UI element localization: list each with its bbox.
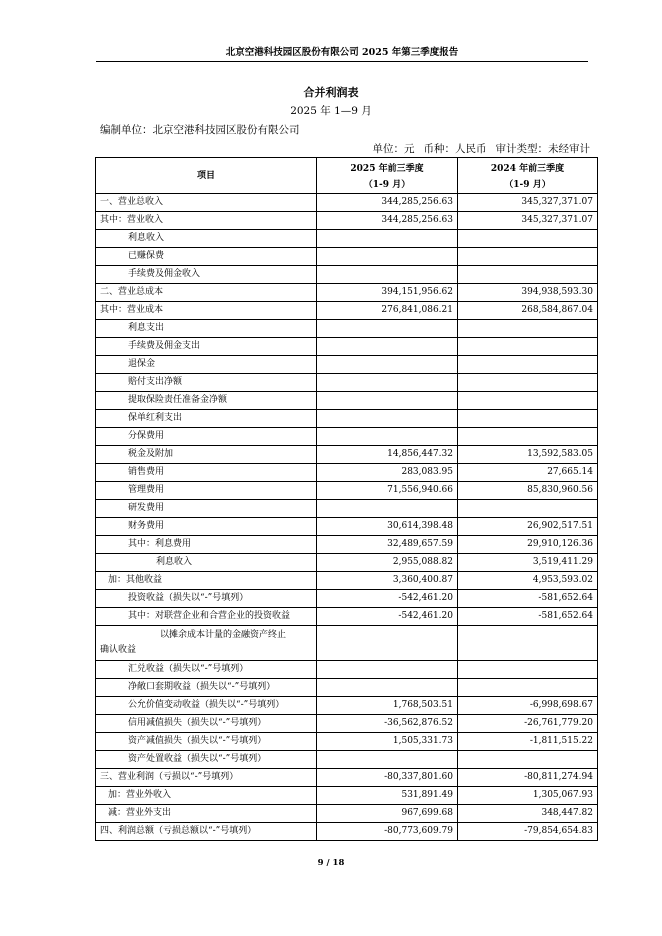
value-2025 xyxy=(317,248,458,266)
row-label: 利息收入 xyxy=(96,230,317,248)
value-2024 xyxy=(458,230,598,248)
row-label: 税金及附加 xyxy=(96,446,317,464)
col-header-2024-line1: 2024 年前三季度 xyxy=(490,163,565,174)
value-2025: 14,856,447.32 xyxy=(317,446,458,464)
table-row xyxy=(96,212,598,230)
table-row xyxy=(96,320,598,338)
page-number: 9 / 18 xyxy=(317,858,345,868)
value-2024: -80,811,274.94 xyxy=(458,769,598,787)
value-2024: -581,652.64 xyxy=(458,608,598,626)
income-statement-table xyxy=(95,157,598,841)
value-2025 xyxy=(317,374,458,392)
value-2025: 71,556,940.66 xyxy=(317,482,458,500)
statement-title: 合并利润表 xyxy=(303,86,359,99)
table-row xyxy=(96,338,598,356)
table-row xyxy=(96,464,598,482)
value-2025: -542,461.20 xyxy=(317,590,458,608)
table-row xyxy=(96,266,598,284)
value-2024 xyxy=(458,320,598,338)
value-2024: -79,854,654.83 xyxy=(458,823,598,841)
value-2024 xyxy=(458,661,598,679)
value-2025: -36,562,876.52 xyxy=(317,715,458,733)
value-2024: 348,447.82 xyxy=(458,805,598,823)
value-2025 xyxy=(317,266,458,284)
table-row xyxy=(96,392,598,410)
table-row xyxy=(96,500,598,518)
table-row xyxy=(96,536,598,554)
currency-label: 币种：人民币 xyxy=(423,143,487,155)
row-label: 信用减值损失（损失以“-”号填列） xyxy=(96,715,317,733)
value-2024: 394,938,593.30 xyxy=(458,284,598,302)
table-row xyxy=(96,518,598,536)
row-label: 三、营业利润（亏损以“-”号填列） xyxy=(96,769,317,787)
row-label xyxy=(96,626,317,661)
row-label: 已赚保费 xyxy=(96,248,317,266)
row-label: 其中：营业收入 xyxy=(96,212,317,230)
col-header-item: 项目 xyxy=(96,158,317,194)
table-row xyxy=(96,356,598,374)
value-2025: -80,773,609.79 xyxy=(317,823,458,841)
table-row xyxy=(96,787,598,805)
value-2025 xyxy=(317,679,458,697)
value-2024: 268,584,867.04 xyxy=(458,302,598,320)
row-label: 净敞口套期收益（损失以“-”号填列） xyxy=(96,679,317,697)
statement-period: 2025 年 1—9 月 xyxy=(290,105,372,117)
value-2024 xyxy=(458,410,598,428)
table-header-row xyxy=(96,158,598,194)
page-header: 北京空港科技园区股份有限公司 2025 年第三季度报告 xyxy=(225,47,459,58)
table-row xyxy=(96,410,598,428)
row-label: 退保金 xyxy=(96,356,317,374)
value-2024 xyxy=(458,374,598,392)
row-label: 管理费用 xyxy=(96,482,317,500)
row-label: 财务费用 xyxy=(96,518,317,536)
value-2024 xyxy=(458,626,598,661)
row-label: 手续费及佣金支出 xyxy=(96,338,317,356)
row-label-line1: 以摊余成本计量的金融资产终止 xyxy=(160,630,287,640)
value-2024: 345,327,371.07 xyxy=(458,194,598,212)
value-2025 xyxy=(317,320,458,338)
value-2025 xyxy=(317,428,458,446)
value-2025: 32,489,657.59 xyxy=(317,536,458,554)
value-2024: 13,592,583.05 xyxy=(458,446,598,464)
value-2025: 344,285,256.63 xyxy=(317,194,458,212)
table-row xyxy=(96,661,598,679)
value-2024 xyxy=(458,248,598,266)
compiler-line: 编制单位：北京空港科技园区股份有限公司 xyxy=(100,124,300,136)
row-label: 销售费用 xyxy=(96,464,317,482)
row-label: 二、营业总成本 xyxy=(96,284,317,302)
table-row xyxy=(96,751,598,769)
table-row xyxy=(96,284,598,302)
table-row xyxy=(96,590,598,608)
col-header-2024-line2: （1-9 月） xyxy=(504,179,551,190)
value-2025: -542,461.20 xyxy=(317,608,458,626)
table-row xyxy=(96,769,598,787)
value-2024: 4,953,593.02 xyxy=(458,572,598,590)
row-label: 四、利润总额（亏损总额以“-”号填列） xyxy=(96,823,317,841)
audit-label: 审计类型：未经审计 xyxy=(495,143,590,155)
value-2025: 1,768,503.51 xyxy=(317,697,458,715)
row-label: 投资收益（损失以“-”号填列） xyxy=(96,590,317,608)
value-2025: -80,337,801.60 xyxy=(317,769,458,787)
value-2024: -26,761,779.20 xyxy=(458,715,598,733)
value-2024: -1,811,515.22 xyxy=(458,733,598,751)
table-row xyxy=(96,733,598,751)
value-2024: -6,998,698.67 xyxy=(458,697,598,715)
table-row xyxy=(96,230,598,248)
row-label: 赔付支出净额 xyxy=(96,374,317,392)
value-2025: 3,360,400.87 xyxy=(317,572,458,590)
value-2024: 1,305,067.93 xyxy=(458,787,598,805)
value-2025 xyxy=(317,230,458,248)
value-2024 xyxy=(458,428,598,446)
table-row xyxy=(96,446,598,464)
table-row xyxy=(96,572,598,590)
value-2025: 967,699.68 xyxy=(317,805,458,823)
value-2024: 26,902,517.51 xyxy=(458,518,598,536)
table-row xyxy=(96,697,598,715)
row-label: 保单红利支出 xyxy=(96,410,317,428)
table-row xyxy=(96,679,598,697)
table-row xyxy=(96,248,598,266)
row-label: 提取保险责任准备金净额 xyxy=(96,392,317,410)
value-2025 xyxy=(317,356,458,374)
value-2024: 3,519,411.29 xyxy=(458,554,598,572)
value-2025 xyxy=(317,410,458,428)
value-2024: 85,830,960.56 xyxy=(458,482,598,500)
value-2025: 283,083.95 xyxy=(317,464,458,482)
table-row xyxy=(96,554,598,572)
table-row xyxy=(96,428,598,446)
row-label: 手续费及佣金收入 xyxy=(96,266,317,284)
value-2024: 27,665.14 xyxy=(458,464,598,482)
value-2024 xyxy=(458,392,598,410)
row-label: 资产减值损失（损失以“-”号填列） xyxy=(96,733,317,751)
value-2025: 344,285,256.63 xyxy=(317,212,458,230)
value-2025: 1,505,331.73 xyxy=(317,733,458,751)
row-label: 利息收入 xyxy=(96,554,317,572)
value-2024 xyxy=(458,338,598,356)
value-2024 xyxy=(458,356,598,374)
value-2025 xyxy=(317,751,458,769)
row-label: 加：其他收益 xyxy=(96,572,317,590)
table-row xyxy=(96,805,598,823)
table-row xyxy=(96,823,598,841)
value-2025: 276,841,086.21 xyxy=(317,302,458,320)
row-label: 利息支出 xyxy=(96,320,317,338)
value-2024: 29,910,126.36 xyxy=(458,536,598,554)
table-row xyxy=(96,608,598,626)
row-label: 其中：营业成本 xyxy=(96,302,317,320)
value-2024 xyxy=(458,751,598,769)
value-2025: 30,614,398.48 xyxy=(317,518,458,536)
col-header-2024 xyxy=(458,158,598,194)
col-header-2025 xyxy=(317,158,458,194)
value-2025: 2,955,088.82 xyxy=(317,554,458,572)
table-row xyxy=(96,626,598,661)
value-2025: 531,891.49 xyxy=(317,787,458,805)
value-2025: 394,151,956.62 xyxy=(317,284,458,302)
value-2024 xyxy=(458,679,598,697)
table-row xyxy=(96,715,598,733)
col-header-2025-line2: （1-9 月） xyxy=(363,179,411,190)
value-2024: 345,327,371.07 xyxy=(458,212,598,230)
row-label: 其中：对联营企业和合营企业的投资收益 xyxy=(96,608,317,626)
unit-label: 单位：元 xyxy=(372,143,415,155)
table-row xyxy=(96,482,598,500)
units-line xyxy=(300,141,590,156)
value-2025 xyxy=(317,338,458,356)
table-row xyxy=(96,194,598,212)
row-label: 分保费用 xyxy=(96,428,317,446)
table-row xyxy=(96,302,598,320)
header-rule xyxy=(96,61,588,62)
row-label: 资产处置收益（损失以“-”号填列） xyxy=(96,751,317,769)
value-2024: -581,652.64 xyxy=(458,590,598,608)
row-label: 其中：利息费用 xyxy=(96,536,317,554)
row-label-line2: 确认收益 xyxy=(100,645,137,655)
row-label: 加：营业外收入 xyxy=(96,787,317,805)
value-2025 xyxy=(317,626,458,661)
value-2024 xyxy=(458,266,598,284)
value-2025 xyxy=(317,661,458,679)
col-header-2025-line1: 2025 年前三季度 xyxy=(350,163,424,174)
row-label: 一、营业总收入 xyxy=(96,194,317,212)
row-label: 减：营业外支出 xyxy=(96,805,317,823)
value-2025 xyxy=(317,500,458,518)
row-label: 汇兑收益（损失以“-”号填列） xyxy=(96,661,317,679)
row-label: 公允价值变动收益（损失以“-”号填列） xyxy=(96,697,317,715)
row-label: 研发费用 xyxy=(96,500,317,518)
value-2024 xyxy=(458,500,598,518)
table-row xyxy=(96,374,598,392)
value-2025 xyxy=(317,392,458,410)
